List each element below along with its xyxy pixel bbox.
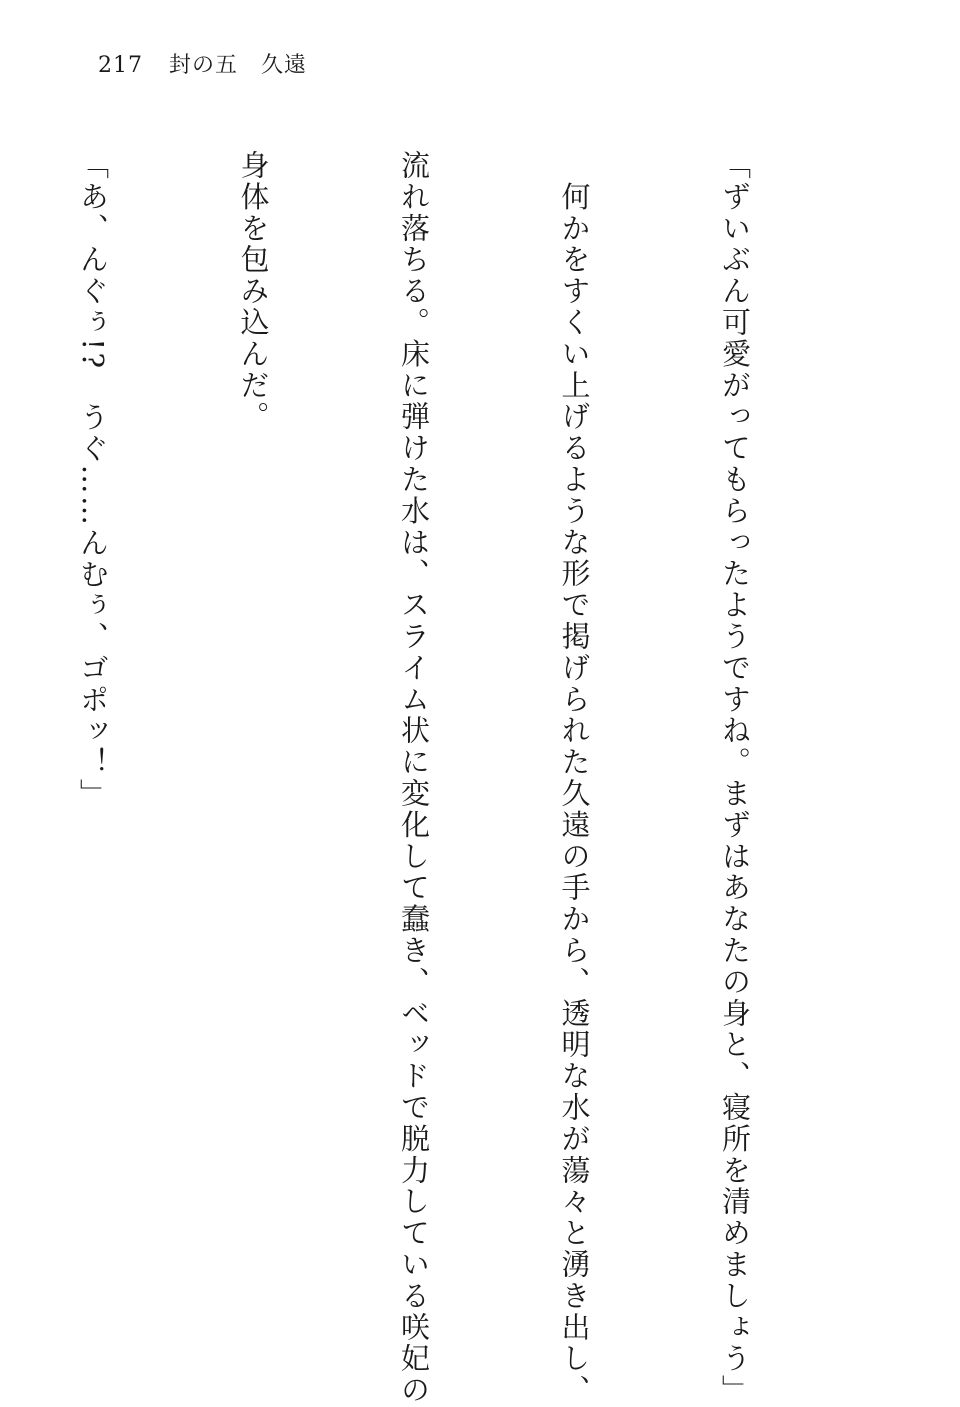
text-line: 流れ落ちる。床に弾けた水は、スライム状に変化して蠢き、ベッドで脱力している咲妃の — [397, 150, 431, 1406]
body-text — [76, 150, 868, 1406]
page-number: 217 — [98, 53, 143, 78]
running-title: 封の五 久遠 — [169, 53, 308, 78]
text-line: 身体を包み込んだ。 — [236, 150, 271, 433]
page-header — [98, 48, 307, 79]
text-line: 何かをすくい上げるような形で掲げられた久遠の手から、透明な水が蕩々と湧き出し、 — [557, 150, 592, 1406]
text-line: 「ずいぶん可愛がってもらったようですね。まずはあなたの身と、寝所を清めましょう」 — [718, 150, 752, 1406]
text-line: 「あ、んぐぅ!? うぐ……んむぅ、ゴポッ！」 — [76, 150, 110, 811]
